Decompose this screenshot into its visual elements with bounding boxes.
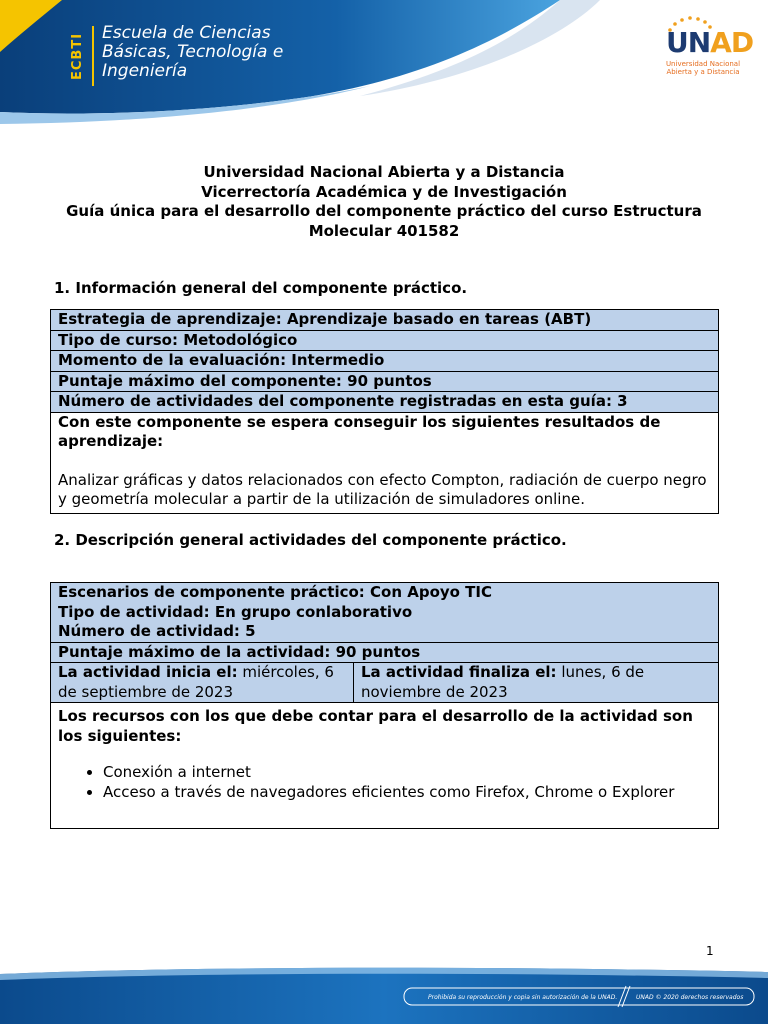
- start-date-cell: [51, 663, 354, 702]
- resources-heading-line: los siguientes:: [58, 726, 182, 745]
- table-row: Estrategia de aprendizaje: Aprendizaje basado en tareas (ABT): [51, 310, 718, 331]
- document-title: [0, 163, 768, 241]
- table-row: Puntaje máximo del componente: 90 puntos: [51, 372, 718, 393]
- end-date-cell: [354, 663, 718, 702]
- results-heading-line: aprendizaje:: [58, 432, 164, 450]
- activity-info-line: Número de actividad: 5: [58, 622, 256, 640]
- section-2-heading: 2. Descripción general actividades del componente práctico.: [54, 531, 567, 549]
- school-name: [102, 24, 283, 81]
- end-date-value: noviembre de 2023: [361, 682, 508, 701]
- end-date-label: La actividad finaliza el:: [361, 663, 557, 681]
- general-info-table: [50, 309, 719, 514]
- logo-subtitle-line: Universidad Nacional: [665, 60, 741, 68]
- school-badge: ECBTI: [70, 32, 85, 80]
- table-row: Tipo de curso: Metodológico: [51, 331, 718, 352]
- logo-wordmark: [666, 26, 753, 59]
- school-name-line: Escuela de Ciencias: [102, 23, 271, 43]
- activity-info-line: Escenarios de componente práctico: Con Apoyo TIC: [58, 583, 493, 601]
- title-line: Vicerrectoría Académica y de Investigación: [201, 182, 567, 201]
- resources-heading-line: Los recursos con los que debe contar para el desarrollo de la actividad son: [58, 707, 693, 725]
- logo-subtitle-line: Abierta y a Distancia: [666, 68, 740, 76]
- activity-info-block: [51, 583, 718, 643]
- list-item: • Acceso a través de navegadores eficientes como Firefox, Chrome o Explorer: [103, 783, 711, 803]
- footer-copyright-notice: Prohibida su reproducción y copia sin autorización de la UNAD.: [428, 994, 618, 1001]
- table-row: Número de actividades del componente registradas en esta guía: 3: [51, 392, 718, 413]
- activities-table: [50, 582, 719, 829]
- title-line: Universidad Nacional Abierta y a Distancia: [203, 163, 565, 181]
- results-text-line: Analizar gráficas y datos relacionados con efecto Compton, radiación de cuerpo negro: [58, 470, 707, 489]
- school-name-line: Básicas, Tecnología e: [102, 42, 284, 62]
- learning-results-cell: [51, 413, 718, 513]
- results-text-line: y geometría molecular a partir de la utilización de simuladores online.: [58, 490, 585, 508]
- results-heading-line: Con este componente se espera conseguir los siguientes resultados de: [58, 412, 661, 431]
- logo-letters-main: UN: [666, 26, 711, 59]
- table-row: Momento de la evaluación: Intermedio: [51, 351, 718, 372]
- section-1-heading: 1. Información general del componente práctico.: [54, 279, 468, 297]
- end-date-value: lunes, 6 de: [556, 663, 645, 681]
- start-date-value: miércoles, 6: [237, 663, 334, 681]
- resources-cell: [51, 703, 718, 828]
- start-date-label: La actividad inicia el:: [58, 663, 238, 681]
- footer-rights: UNAD © 2020 derechos reservados: [636, 994, 744, 1001]
- start-date-value: de septiembre de 2023: [58, 682, 234, 701]
- resources-list: [58, 763, 711, 802]
- activity-info-line: Tipo de actividad: En grupo conlaborativo: [58, 602, 413, 621]
- title-line: Guía única para el desarrollo del componente práctico del curso Estructura: [66, 202, 702, 220]
- list-item: • Conexión a internet: [103, 763, 711, 783]
- max-score-row: Puntaje máximo de la actividad: 90 puntos: [51, 643, 718, 664]
- logo-subtitle: [658, 60, 748, 76]
- logo-letters-accent: AD: [710, 26, 754, 59]
- title-line: Molecular 401582: [308, 221, 460, 240]
- page-number: 1: [706, 944, 714, 958]
- school-name-line: Ingeniería: [102, 61, 188, 81]
- badge-divider: [92, 26, 94, 86]
- dates-row: [51, 663, 718, 703]
